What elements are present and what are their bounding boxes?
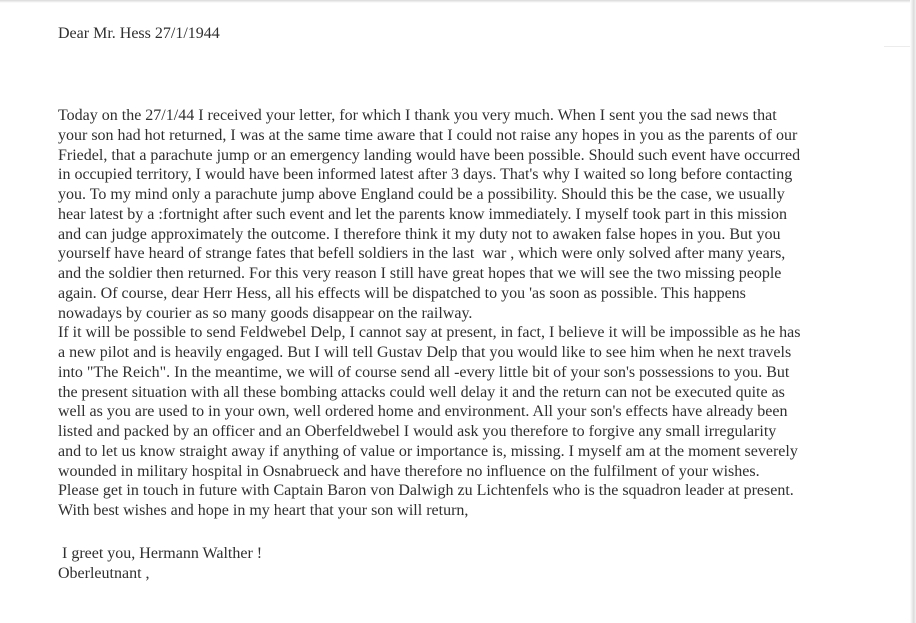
scan-corner-fold: [884, 0, 911, 47]
salutation: Dear Mr. Hess 27/1/1944: [58, 25, 220, 42]
scan-top-edge: [0, 0, 916, 3]
body-line: you. To my mind only a parachute jump above England could be a possibility. Should this be the case, we usually: [58, 186, 785, 203]
signature-line: I greet you, Hermann Walther !: [58, 545, 263, 562]
body-line: a new pilot and is heavily engaged. But I will tell Gustav Delp that you would like to see him when he next travels: [58, 344, 792, 361]
body-line: yourself have heard of strange fates that befell soldiers in the last war , which were only solved after many years,: [58, 245, 786, 263]
body-line: and can judge approximately the outcome. I therefore think it my duty not to awaken false hopes in you. But you: [58, 225, 781, 243]
body-line: nowadays by courier as so many goods disappear on the railway.: [58, 304, 473, 322]
letter-closing: [58, 544, 262, 584]
body-line: hear latest by a :fortnight after such event and let the parents know immediately. I myself took part in this mission: [58, 205, 787, 223]
body-line: in occupied territory, I would have been informed latest after 3 days. That's why I waited so long before contacting: [58, 166, 793, 184]
body-line: and the soldier then returned. For this very reason I still have great hopes that we will see the two missing people: [58, 265, 782, 282]
body-line: the present situation with all these bombing attacks could well delay it and the return can not be executed quite as: [58, 383, 785, 401]
body-line: your son had hot returned, I was at the same time aware that I could not raise any hopes in you as the parents of our: [58, 126, 798, 144]
body-line: into "The Reich". In the meantime, we will of course send all -every little bit of your son's possessions to you. But: [58, 363, 790, 381]
body-line: again. Of course, dear Herr Hess, all his effects will be dispatched to you 'as soon as possible. This happens: [58, 284, 746, 302]
body-line: and to let us know straight away if anything of value or importance is, missing. I myself am at the moment severely: [58, 442, 798, 460]
body-line: Please get in touch in future with Captain Baron von Dalwigh zu Lichtenfels who is the squadron leader at present.: [58, 482, 794, 500]
body-line: Friedel, that a parachute jump or an emergency landing would have been possible. Should such event have occurred: [58, 146, 801, 164]
body-line: Today on the 27/1/44 I received your letter, for which I thank you very much. When I sent you the sad news that: [58, 107, 777, 124]
body-line: listed and packed by an officer and an Oberfeldwebel I would ask you therefore to forgive any small irregularity: [58, 423, 777, 440]
body-line: With best wishes and hope in my heart that your son will return,: [58, 502, 469, 519]
scan-right-edge: [910, 0, 916, 623]
rank-line: Oberleutnant ,: [58, 564, 150, 582]
body-line: wounded in military hospital in Osnabrueck and have therefore no influence on the fulfilment of your wishes.: [58, 462, 760, 480]
body-line: If it will be possible to send Feldwebel Delp, I cannot say at present, in fact, I believe it will be impossible as he has: [58, 324, 801, 342]
body-line: well as you are used to in your own, well ordered home and environment. All your son's effects have already been: [58, 403, 788, 421]
letter-body: [58, 106, 908, 521]
